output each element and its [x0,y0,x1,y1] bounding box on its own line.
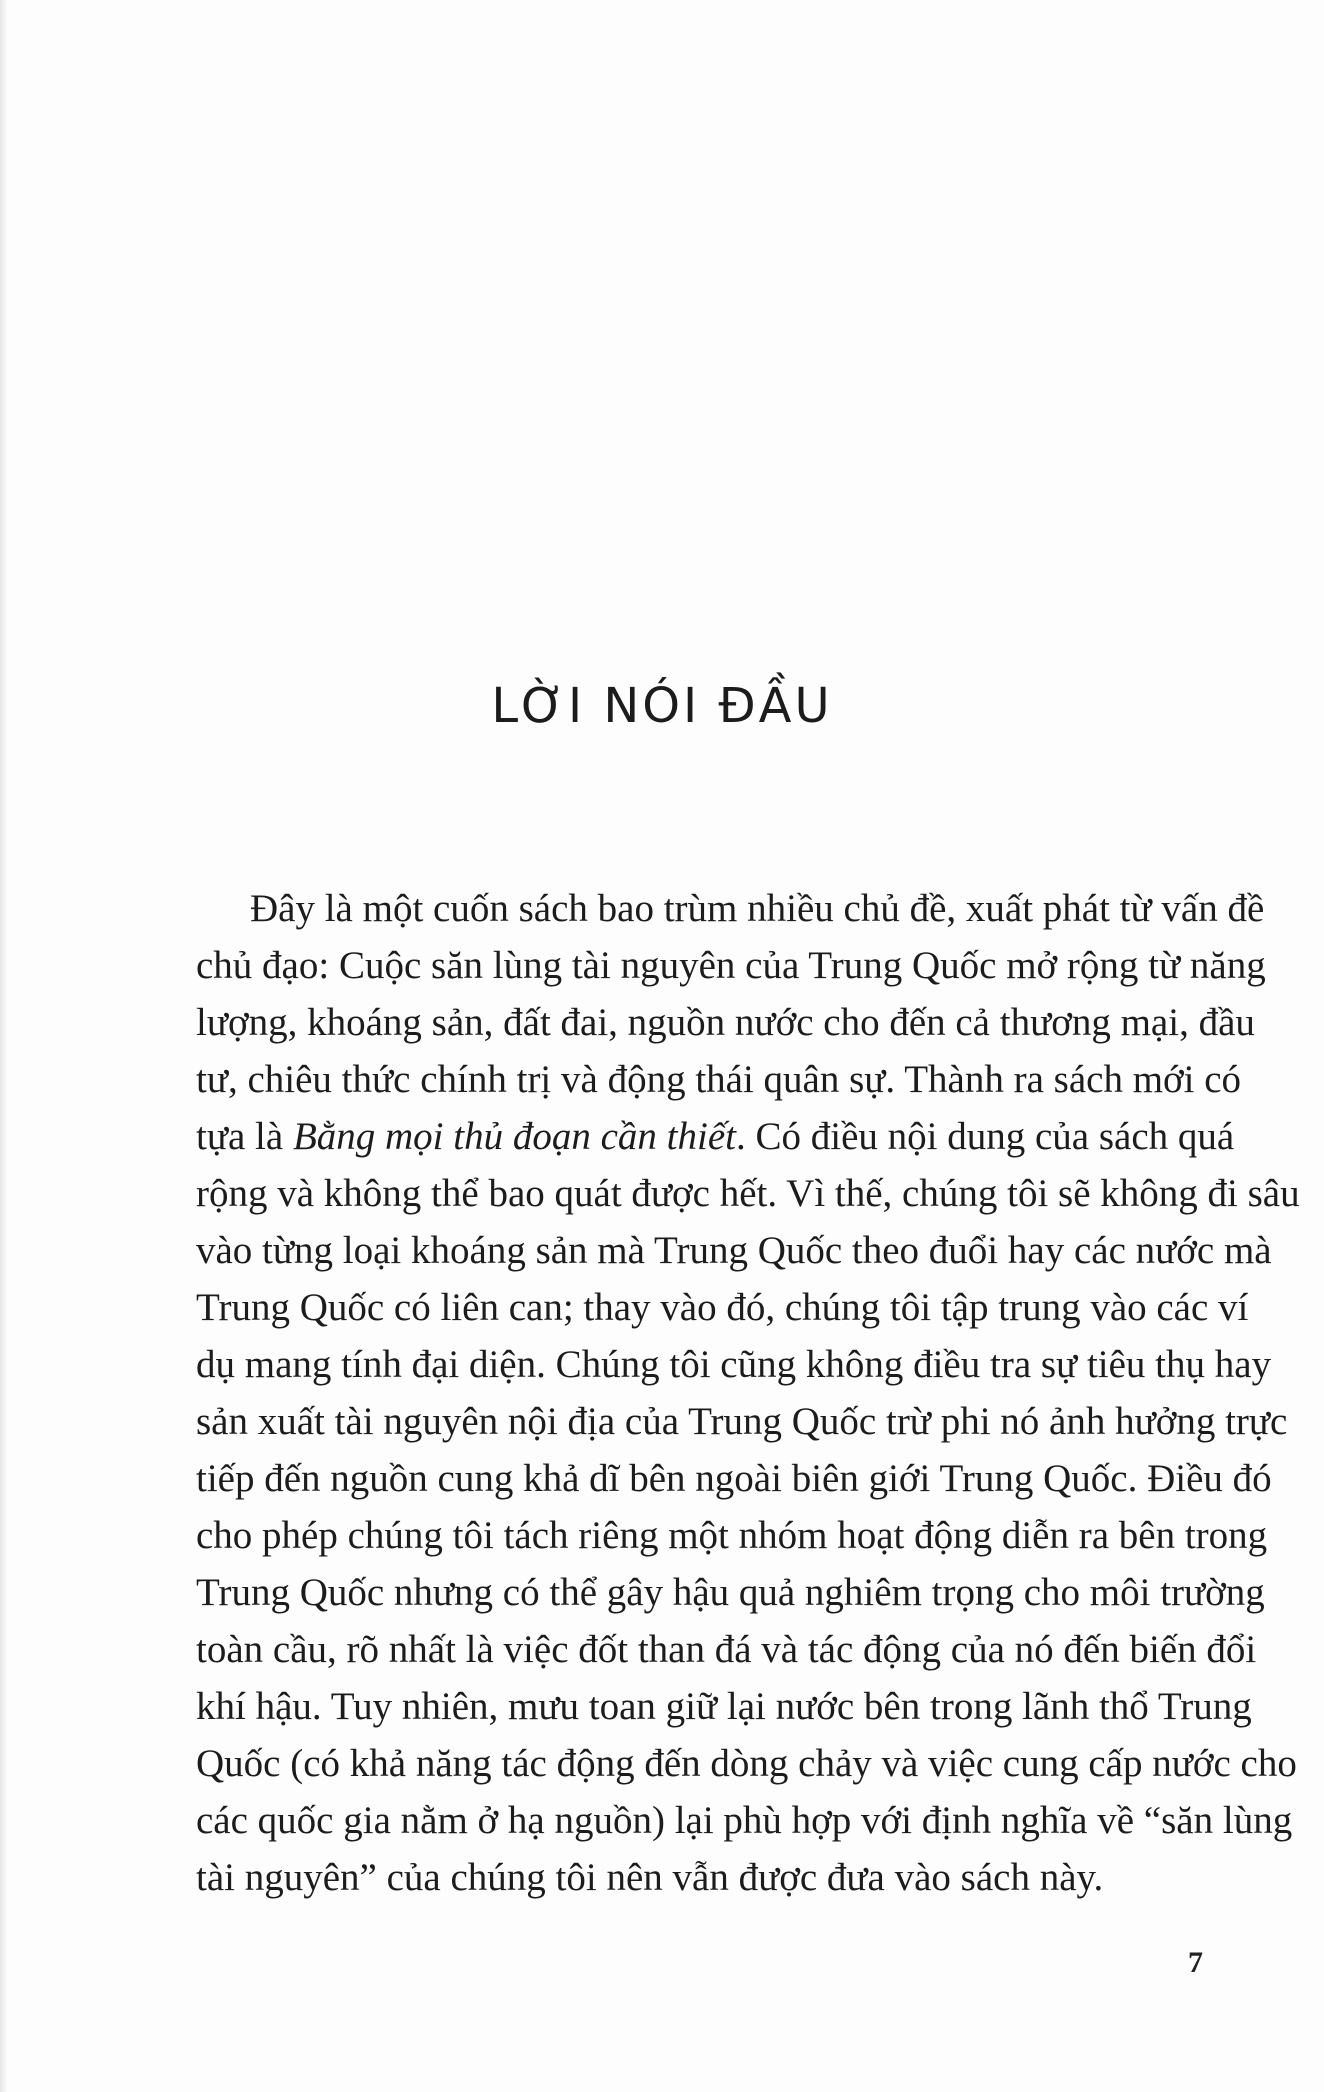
paragraph-line: vào từng loại khoáng sản mà Trung Quốc theo đuổi hay các nước mà [196,1229,1272,1272]
line-text: Đây là một cuốn sách bao trùm nhiều chủ đề, xuất phát từ vấn đề [250,887,1265,930]
paragraph-line: toàn cầu, rõ nhất là việc đốt than đá và tác động của nó đến biến đổi [196,1628,1257,1671]
paragraph-line: lượng, khoáng sản, đất đai, nguồn nước cho đến cả thương mại, đầu [196,1001,1255,1044]
paragraph-line: rộng và không thể bao quát được hết. Vì thế, chúng tôi sẽ không đi sâu [196,1172,1300,1215]
paragraph-line: sản xuất tài nguyên nội địa của Trung Quốc trừ phi nó ảnh hưởng trực [196,1400,1288,1443]
line-text: . Có điều nội dung của sách quá [735,1115,1235,1158]
paragraph-line: các quốc gia nằm ở hạ nguồn) lại phù hợp với định nghĩa về “săn lùng [196,1799,1293,1842]
paragraph-line [196,1108,1235,1165]
paragraph-line: Trung Quốc có liên can; thay vào đó, chúng tôi tập trung vào các ví [196,1286,1249,1329]
paragraph-line: Trung Quốc nhưng có thể gây hậu quả nghiêm trọng cho môi trường [196,1571,1265,1614]
line-text: tựa là [196,1115,293,1158]
paragraph-line: tiếp đến nguồn cung khả dĩ bên ngoài biên giới Trung Quốc. Điều đó [196,1457,1272,1500]
paragraph-line: tư, chiêu thức chính trị và động thái quân sự. Thành ra sách mới có [196,1058,1242,1101]
chapter-title: LỜI NÓI ĐẦU [491,678,833,734]
book-title-italic: Bằng mọi thủ đoạn cần thiết [292,1115,736,1158]
paragraph-line: chủ đạo: Cuộc săn lùng tài nguyên của Trung Quốc mở rộng từ năng [196,944,1266,987]
paragraph-line: dụ mang tính đại diện. Chúng tôi cũng không điều tra sự tiêu thụ hay [196,1343,1272,1386]
page-binding-shadow [0,0,8,2092]
page-number: 7 [1188,1946,1203,1979]
paragraph-line [196,880,1265,937]
body-paragraph [196,880,1300,1906]
paragraph-line: tài nguyên” của chúng tôi nên vẫn được đưa vào sách này. [196,1856,1104,1899]
paragraph-line: Quốc (có khả năng tác động đến dòng chảy và việc cung cấp nước cho [196,1742,1297,1785]
paragraph-line: cho phép chúng tôi tách riêng một nhóm hoạt động diễn ra bên trong [196,1514,1268,1557]
paragraph-line: khí hậu. Tuy nhiên, mưu toan giữ lại nước bên trong lãnh thổ Trung [196,1685,1252,1728]
